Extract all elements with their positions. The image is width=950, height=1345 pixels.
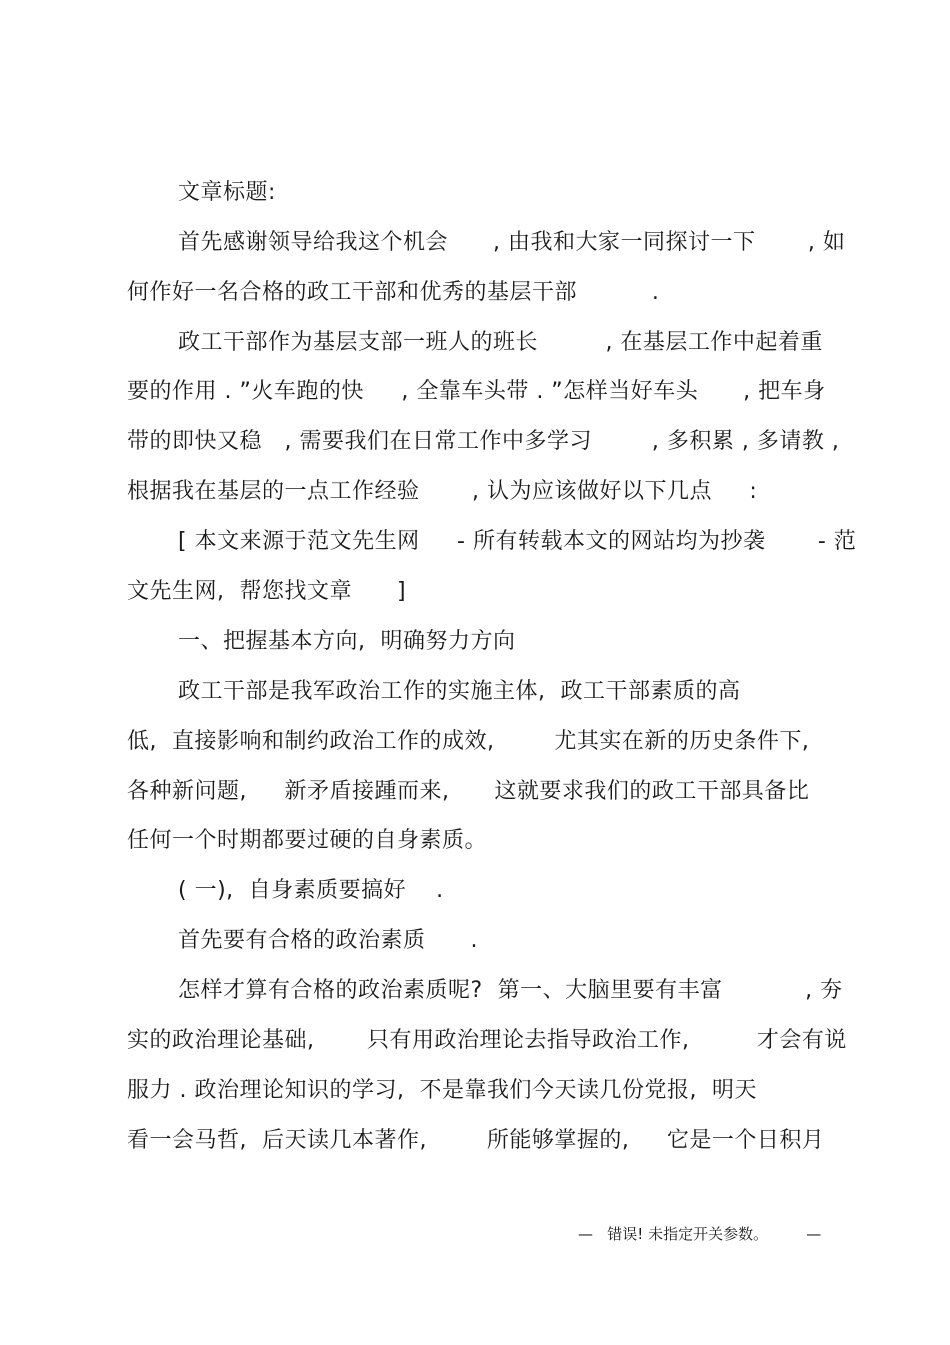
page-footer: — 错误! 未指定开关参数。 —: [578, 1225, 822, 1243]
paragraph-line: 政工干部作为基层支部一班人的班长 , 在基层工作中起着重: [178, 330, 823, 355]
paragraph-line: 怎样才算有合格的政治素质呢? 第一、大脑里要有丰富 , 夯: [178, 978, 843, 1003]
paragraph-line: 文先生网, 帮您找文章 ]: [127, 579, 407, 604]
paragraph-line: 低, 直接影响和制约政治工作的成效, 尤其实在新的历史条件下,: [127, 729, 810, 754]
paragraph-line: 要的作用 . ”火车跑的快 , 全靠车头带 . ”怎样当好车头 , 把车身: [127, 379, 826, 404]
paragraph-line: 带的即快又稳 , 需要我们在日常工作中多学习 , 多积累 , 多请教 ,: [127, 429, 840, 454]
paragraph-line: 各种新问题, 新矛盾接踵而来, 这就要求我们的政工干部具备比: [127, 779, 810, 804]
section-heading: 一、把握基本方向, 明确努力方向: [178, 629, 516, 654]
paragraph-line: [ 本文来源于范文先生网 - 所有转载本文的网站均为抄袭 - 范: [178, 529, 857, 554]
paragraph-line: 首先要有合格的政治素质 .: [178, 928, 478, 953]
paragraph-line: 任何一个时期都要过硬的自身素质。: [127, 828, 488, 853]
paragraph-line: 实的政治理论基础, 只有用政治理论去指导政治工作, 才会有说: [127, 1028, 847, 1053]
paragraph-line: 首先感谢领导给我这个机会 , 由我和大家一同探讨一下 , 如: [178, 230, 846, 255]
paragraph-line: 政工干部是我军政治工作的实施主体, 政工干部素质的高: [178, 679, 741, 704]
subsection-heading: ( 一), 自身素质要搞好 .: [178, 878, 444, 903]
paragraph-line: 根据我在基层的一点工作经验 , 认为应该做好以下几点 :: [127, 479, 758, 504]
paragraph-line: 看一会马哲, 后天读几本著作, 所能够掌握的, 它是一个日积月: [127, 1128, 825, 1153]
document-heading: 文章标题:: [178, 180, 276, 205]
paragraph-line: 服力 . 政治理论知识的学习, 不是靠我们今天读几份党报, 明天: [127, 1078, 757, 1103]
paragraph-line: 何作好一名合格的政工干部和优秀的基层干部 .: [127, 280, 660, 305]
